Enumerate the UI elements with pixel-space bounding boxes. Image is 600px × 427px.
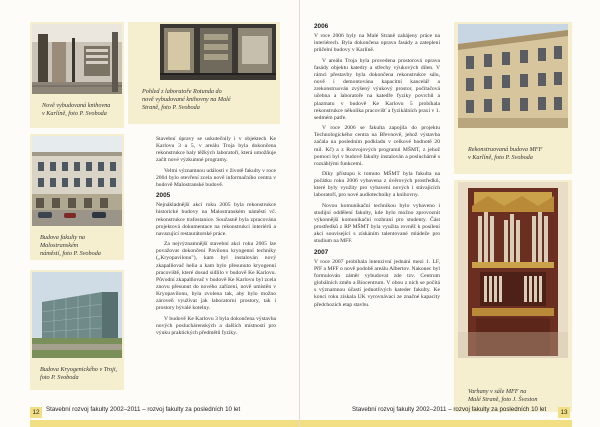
paragraph: Novou komunikační technikou bylo vybaveno i studijní oddělení fakulty, kde bylo možno zprovoznit výkonnější komunikační rozhraní pro studenty. Část prostředků z RP MŠMT byla využita rovněž k posílení akcí související s získáním talentované mládeže pro studium na MFF.: [314, 202, 440, 245]
paragraph: V budově Ke Karlovu 3 byla dokončena výstavba nových posluchárenských a dalších místností pro výuku praktických předmětů fyziky.: [156, 315, 276, 336]
library-caption: Nově vybudovaná knihovna v Karlíně, foto P. Svoboda: [42, 102, 111, 117]
troja-photo: [32, 272, 122, 358]
year-heading-2005: 2005: [156, 192, 171, 200]
paragraph: Stavební úpravy se uskutečnily i v objektech Ke Karlovu 3 a 5, v areálu Troja byla dokončena rekonstrukce haly těžkých laboratoří, která umožňuje začít nové výzkumné programy.: [156, 136, 276, 164]
organ-photo: [458, 182, 568, 358]
rotunda-caption: Pohled z laboratoře Rotunda do nově vybudované knihovny na Malé Straně, foto P. Svoboda: [142, 88, 231, 111]
year-heading-2006: 2006: [314, 23, 329, 30]
footer-bar: [300, 420, 572, 427]
paragraph: V roce 2007 probíhala intenzivní jednání mezi 1. LF, PřF a MFF o nově podobě areálu Albertov. Nakonec byl formulován záměr vybudovat zde tzv. Centrum globálních změn a Biocentrum. V obou z nich se počítá s významnou účastí jednotlivých kateder fakulty. Ke konci roku získala UK vyrovnávací ze značné kapacity předchozích etap stavbu.: [314, 258, 440, 308]
mff-building-caption: Rekonstruovaná budova MFF v Karlíně, foto P. Svoboda: [468, 146, 543, 161]
running-footer: Stavební rozvoj fakulty 2002–2011 – rozvoj fakulty za posledních 10 let: [46, 406, 241, 413]
photo-panel-malostranske: [30, 134, 124, 260]
photo-panel-mff-building: [454, 22, 572, 174]
right-text-column: [314, 20, 440, 312]
page-number: 12: [30, 407, 42, 418]
page-number: 13: [558, 407, 570, 418]
photo-panel-organ: [454, 180, 572, 412]
photo-panel-library: [30, 22, 124, 128]
malostranske-caption: Budova fakulty na Malostranském náměstí, foto P. Svoboda: [40, 234, 101, 257]
footer-bar: [30, 420, 300, 427]
mff-building-photo: [458, 24, 568, 128]
organ-caption: Varhany v sále MFF na Malé Straně, foto J. Šveston: [468, 388, 538, 403]
paragraph: Nejnákladnější akcí roku 2005 byla rekonstrukce historické budovy na Malostranském náměstí vč. rekonstrukce trafostanice. Současně byla zpracována projektová dokumentace na rekonstrukci interiérů a navazující restaurátorské práce.: [156, 202, 276, 237]
running-footer: Stavební rozvoj fakulty 2002–2011 – rozvoj fakulty za posledních 10 let: [352, 406, 547, 413]
malostranske-photo: [32, 136, 122, 226]
left-text-column: [156, 136, 276, 340]
paragraph: V roce 2006 se fakulta zapojila do projektu Technologického centra na Břevnově, jehož výstavba začala na posledním podkladu v celkové hodnotě 20 mil. Kč) a z Rozvojových programů MŠMT, z jehož pomoci byl v budově fakulty instalován a posluchárně s rozsáhlými funkcemi.: [314, 125, 440, 167]
paragraph: V roce 2006 byly na Malé Straně zahájeny práce na interiérech. Byla dokončena oprava fasády a zateplení průčelní budovy v Karlíně.: [314, 33, 440, 54]
photo-panel-troja: [30, 270, 124, 390]
paragraph: V areálu Troja byla provedena prostorová oprava fasády objektu katedry a střechy výukových dílen. V rámci přestavby byla dokončena rekonstrukce sálu, nově i demontována kapacitní kancelář a zrekonstruován zvýšený výukový prostor, počítačová učebna a laboratoře na katedře fyziky povrchů a plazmatu v budově Ke Karlovu 5 probíhala rekonstrukce několika pracovišť a fyzikálních praxí v 1. sedmém patře.: [314, 57, 440, 121]
troja-caption: Budova Kryogenického v Troji, foto P. Svoboda: [40, 366, 118, 381]
paragraph: Za nejvýznamnější stavební akci roku 2005 lze považovat dokončení Pavilonu kryogenní techniky („Kryopavilonu"), kam byl instalován nový zkapalňovač helia a kam bylo přesunuto kryogenní pracoviště, které dosud sídlilo v budově Ke Karlovu. Původní zkapalňovač v budově Ke Karlovu byl zcela znovu přesunut do nového zařízení, nově umístěn v Kryopavilonu, byla zvolena tak, aby bylo možno zároveň využívat jak laboratorní prostory, tak i prostory bývalé kotelny.: [156, 241, 276, 312]
paragraph: Velmi významnou událostí v životě fakulty v roce 2004 bylo otevření zcela nově informačního centra v budově Malostranské budově.: [156, 167, 276, 188]
library-photo: [32, 24, 122, 94]
year-heading-2007: 2007: [314, 248, 329, 256]
rotunda-photo: [160, 24, 276, 80]
right-page: [300, 0, 600, 427]
paragraph: Díky přístupu k tomuto MŠMT byla fakulta na počátku roku 2006 vybavena z úvěrových prostředků, které byly využity pro vybavení nových i stávajících laboratoří, pro nové audiotechniky a knihovny.: [314, 170, 440, 199]
photo-panel-rotunda: [128, 22, 280, 124]
